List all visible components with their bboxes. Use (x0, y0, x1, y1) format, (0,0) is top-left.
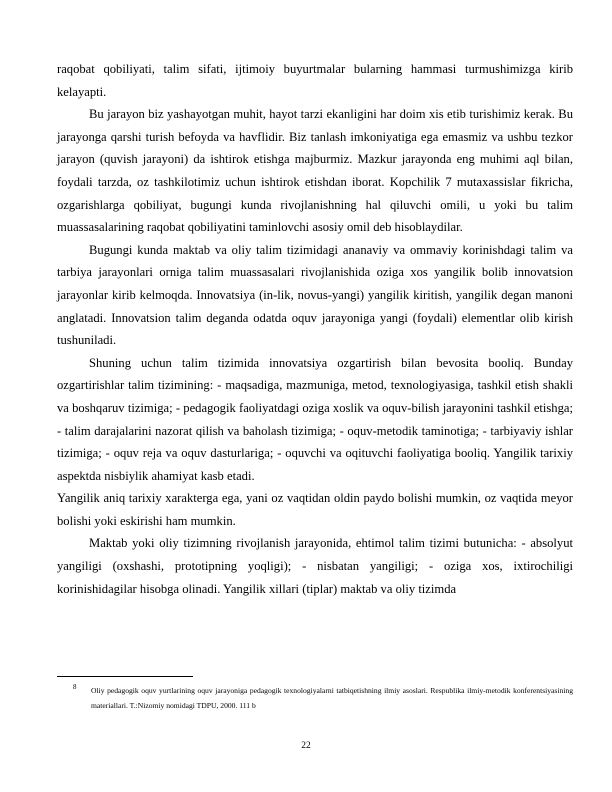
page-number: 22 (301, 741, 311, 751)
paragraph-innovation-changes: Shuning uchun talim tizimida innovatsiya ozgartirish bilan bevosita booliq. Bunday ozgartirishlar talim tizimining: - maqsadiga, mazmuniga, metod, texnologiyasiga, tashkil etish shakli va boshqaruv tizimiga; - pedagogik faoliyatdagi oziga xoslik va oquv-bilish jarayonini tashkil etishga; - talim darajalarini nazorat qilish va baholash tizimiga; - oquv-metodik taminotiga; - tarbiyaviy ishlar tizimiga; - oquv reja va oquv dasturlariga; - oquvchi va oqituvchi faoliyatiga booliq. Yangilik tarixiy aspektda nisbiylik ahamiyat kasb etadi. (57, 355, 573, 483)
document-body (57, 58, 573, 600)
paragraph-continuation: raqobat qobiliyati, talim sifati, ijtimoiy buyurtmalar bularning hammasi turmushimizga kirib kelayapti. (57, 62, 573, 99)
paragraph-innovation-definition: Bugungi kunda maktab va oliy talim tizimidagi ananaviy va ommaviy korinishdagi talim va tarbiya jarayonlari orniga talim muassasalari rivojlanishida oziga xos yangilik bolib innovatsion jarayonlar kirib kelmoqda. Innovatsiya (in-lik, novus-yangi) yangilik kiritish, yangilik degan manoni anglatadi. Innovatsion talim deganda odatda oquv jarayoniga yangi (foydali) elementlar olib kirish tushuniladi. (57, 242, 573, 348)
footnote (57, 683, 573, 713)
paragraph-historical-character: Yangilik aniq tarixiy xarakterga ega, yani oz vaqtidan oldin paydo bolishi mumkin, oz vaqtida meyor bolishi yoki eskirishi ham mumkin. (57, 491, 573, 528)
footnote-separator (57, 676, 193, 677)
paragraph-novelty-types: Maktab yoki oliy tizimning rivojlanish jarayonida, ehtimol talim tizimi butunicha: - absolyut yangiligi (oxshashi, prototipning yoqligi); - nisbatan yangiligi; - oziga xos, ixtirochiligi korinishidagilar hisobga olinadi. Yangilik xillari (tiplar) maktab va oliy tizimda (57, 536, 573, 596)
footnote-mark: 8 (73, 683, 77, 691)
footnote-text: Oliy pedagogik oquv yurtlarining oquv jarayoniga pedagogik texnologiyalarni tatbiqetishning ilmiy asoslari. Respublika ilmiy-metodik konferentsiyasining materiallari. T.:Nizomiy nomidagi TDPU, 2000. 111 b (91, 686, 573, 710)
paragraph-process-environment: Bu jarayon biz yashayotgan muhit, hayot tarzi ekanligini har doim xis etib turishimiz kerak. Bu jarayonga qarshi turish befoyda va havflidir. Biz tanlash imkoniyatiga ega emasmiz va ushbu tezkor jarayon (quvish jarayoni) da ishtirok etishga majburmiz. Mazkur jarayonda eng muhimi aql bilan, foydali tarzda, oz tashkilotimiz uchun ishtirok etishdan iborat. Kopchilik 7 mutaxassislar fikricha, ozgarishlarga qobiliyat, bugungi kunda rivojlanishning hal qiluvchi omili, u yoki bu talim muassasalarining raqobat qobiliyatini taminlovchi asosiy omil deb hisoblaydilar. (57, 107, 573, 235)
